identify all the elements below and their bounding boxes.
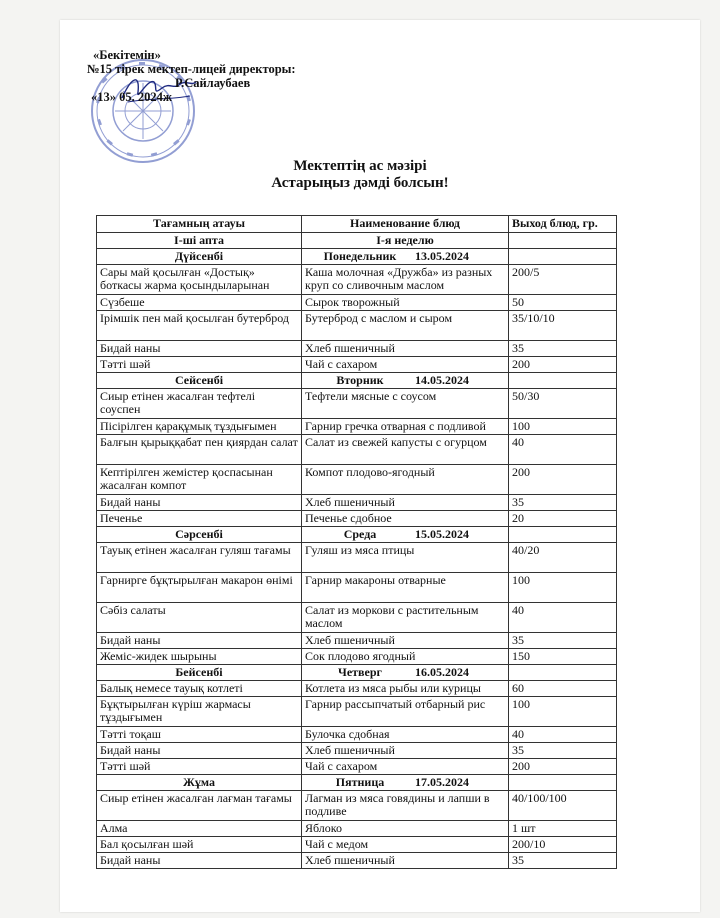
- day-empty: [509, 527, 617, 543]
- approval-director-name: Р.Сайлаубаев: [175, 76, 251, 90]
- dish-name-ru: Бутерброд с маслом и сыром: [302, 311, 509, 341]
- day-row: [97, 373, 617, 389]
- dish-name-kz: Кептірілген жемістер қоспасынан жасалған компот: [97, 465, 302, 495]
- dish-output: 35: [509, 743, 617, 759]
- header-kz: Тағамның атауы: [97, 216, 302, 233]
- dish-name-ru: Гарнир макароны отварные: [302, 573, 509, 603]
- day-name-kz: Сәрсенбі: [97, 527, 302, 543]
- dish-name-ru: Хлеб пшеничный: [302, 495, 509, 511]
- menu-item-row: [97, 495, 617, 511]
- dish-output: 100: [509, 573, 617, 603]
- dish-name-ru: Гарнир гречка отварная с подливой: [302, 419, 509, 435]
- menu-item-row: [97, 791, 617, 821]
- menu-item-row: [97, 649, 617, 665]
- day-cell-ru: [302, 665, 509, 681]
- dish-output: 150: [509, 649, 617, 665]
- header-ru: Наименование блюд: [302, 216, 509, 233]
- dish-name-ru: Хлеб пшеничный: [302, 743, 509, 759]
- day-row: [97, 249, 617, 265]
- dish-output: 35: [509, 853, 617, 869]
- dish-name-ru: Яблоко: [302, 821, 509, 837]
- dish-name-ru: Компот плодово-ягодный: [302, 465, 509, 495]
- menu-item-row: [97, 743, 617, 759]
- day-date: 13.05.2024: [415, 249, 469, 263]
- day-date: 15.05.2024: [415, 527, 469, 541]
- dish-name-ru: Гарнир рассыпчатый отбарный рис: [302, 697, 509, 727]
- day-empty: [509, 249, 617, 265]
- week-ru: І-я неделю: [302, 233, 509, 249]
- dish-name-ru: Хлеб пшеничный: [302, 853, 509, 869]
- dish-name-kz: Тауық етінен жасалған гуляш тағамы: [97, 543, 302, 573]
- dish-name-kz: Тәтті шәй: [97, 357, 302, 373]
- day-date: 16.05.2024: [415, 665, 469, 679]
- day-name-ru: Среда: [343, 527, 377, 541]
- menu-item-row: [97, 853, 617, 869]
- day-empty: [509, 775, 617, 791]
- dish-name-ru: Булочка сдобная: [302, 727, 509, 743]
- dish-name-ru: Тефтели мясные с соусом: [302, 389, 509, 419]
- menu-item-row: [97, 697, 617, 727]
- dish-name-kz: Бидай наны: [97, 495, 302, 511]
- dish-output: 100: [509, 697, 617, 727]
- dish-output: 20: [509, 511, 617, 527]
- menu-table: [96, 215, 617, 869]
- dish-output: 1 шт: [509, 821, 617, 837]
- dish-name-ru: Гуляш из мяса птицы: [302, 543, 509, 573]
- day-name-ru: Понедельник: [323, 249, 397, 263]
- table-header-row: [97, 216, 617, 233]
- dish-name-ru: Каша молочная «Дружба» из разных круп со сливочным маслом: [302, 265, 509, 295]
- dish-output: 60: [509, 681, 617, 697]
- day-name-kz: Жұма: [97, 775, 302, 791]
- dish-name-ru: Сок плодово ягодный: [302, 649, 509, 665]
- dish-name-ru: Печенье сдобное: [302, 511, 509, 527]
- menu-item-row: [97, 681, 617, 697]
- menu-item-row: [97, 759, 617, 775]
- dish-output: 100: [509, 419, 617, 435]
- dish-output: 200: [509, 759, 617, 775]
- menu-item-row: [97, 265, 617, 295]
- dish-output: 40: [509, 603, 617, 633]
- menu-item-row: [97, 633, 617, 649]
- menu-item-row: [97, 727, 617, 743]
- dish-name-kz: Сары май қосылған «Достық» боткасы жарма қосындыларынан: [97, 265, 302, 295]
- day-name-ru: Четверг: [338, 665, 382, 679]
- menu-item-row: [97, 389, 617, 419]
- header-output: Выход блюд, гр.: [509, 216, 617, 233]
- dish-name-kz: Сәбіз салаты: [97, 603, 302, 633]
- approval-heading: «Бекітемін»: [93, 48, 161, 62]
- dish-name-kz: Тәтті тоқаш: [97, 727, 302, 743]
- day-name-ru: Пятница: [335, 775, 385, 789]
- menu-item-row: [97, 435, 617, 465]
- day-cell-ru: [302, 249, 509, 265]
- day-empty: [509, 665, 617, 681]
- dish-name-kz: Алма: [97, 821, 302, 837]
- dish-output: 35: [509, 633, 617, 649]
- menu-item-row: [97, 603, 617, 633]
- dish-name-kz: Печенье: [97, 511, 302, 527]
- dish-output: 50: [509, 295, 617, 311]
- dish-name-ru: Сырок творожный: [302, 295, 509, 311]
- dish-name-kz: Тәтті шәй: [97, 759, 302, 775]
- menu-item-row: [97, 295, 617, 311]
- day-cell-ru: [302, 775, 509, 791]
- menu-titles: [0, 158, 720, 192]
- dish-output: 35: [509, 495, 617, 511]
- dish-name-kz: Бал қосылған шәй: [97, 837, 302, 853]
- day-name-kz: Сейсенбі: [97, 373, 302, 389]
- dish-output: 40: [509, 727, 617, 743]
- dish-name-kz: Бұқтырылған күріш жармасы тұздығымен: [97, 697, 302, 727]
- dish-output: 40: [509, 435, 617, 465]
- dish-name-ru: Чай с медом: [302, 837, 509, 853]
- dish-name-kz: Пісірілген қарақұмық тұздығымен: [97, 419, 302, 435]
- day-name-kz: Дүйсенбі: [97, 249, 302, 265]
- dish-name-kz: Сиыр етінен жасалған лағман тағамы: [97, 791, 302, 821]
- dish-output: 200: [509, 357, 617, 373]
- dish-name-kz: Сүзбеше: [97, 295, 302, 311]
- menu-item-row: [97, 837, 617, 853]
- week-row: [97, 233, 617, 249]
- day-row: [97, 665, 617, 681]
- dish-output: 200/5: [509, 265, 617, 295]
- menu-item-row: [97, 465, 617, 495]
- day-date: 17.05.2024: [415, 775, 469, 789]
- dish-name-ru: Лагман из мяса говядины и лапши в подливе: [302, 791, 509, 821]
- dish-name-ru: Чай с сахаром: [302, 759, 509, 775]
- menu-title: Мектептің ас мәзірі: [293, 158, 427, 174]
- day-empty: [509, 373, 617, 389]
- approval-director-title: №15 тірек мектеп-лицей директоры:: [87, 62, 296, 76]
- day-cell-ru: [302, 373, 509, 389]
- menu-item-row: [97, 543, 617, 573]
- menu-item-row: [97, 821, 617, 837]
- dish-name-ru: Салат из моркови с растительным маслом: [302, 603, 509, 633]
- dish-name-kz: Гарнирге бұқтырылған макарон өнімі: [97, 573, 302, 603]
- menu-item-row: [97, 357, 617, 373]
- menu-subtitle: Астарыңыз дәмді болсын!: [271, 175, 449, 191]
- day-cell-ru: [302, 527, 509, 543]
- dish-name-kz: Балық немесе тауық котлеті: [97, 681, 302, 697]
- dish-name-ru: Котлета из мяса рыбы или курицы: [302, 681, 509, 697]
- dish-name-kz: Бидай наны: [97, 341, 302, 357]
- dish-output: 40/20: [509, 543, 617, 573]
- dish-name-ru: Салат из свежей капусты с огурцом: [302, 435, 509, 465]
- dish-output: 40/100/100: [509, 791, 617, 821]
- dish-name-kz: Сиыр етінен жасалған тефтелі соуспен: [97, 389, 302, 419]
- dish-name-ru: Хлеб пшеничный: [302, 341, 509, 357]
- menu-item-row: [97, 419, 617, 435]
- approval-block: [87, 48, 296, 104]
- dish-output: 35: [509, 341, 617, 357]
- dish-name-kz: Бидай наны: [97, 743, 302, 759]
- menu-item-row: [97, 511, 617, 527]
- day-name-ru: Вторник: [336, 373, 384, 387]
- dish-name-ru: Хлеб пшеничный: [302, 633, 509, 649]
- day-date: 14.05.2024: [415, 373, 469, 387]
- week-kz: І-ші апта: [97, 233, 302, 249]
- menu-item-row: [97, 573, 617, 603]
- dish-output: 50/30: [509, 389, 617, 419]
- dish-name-kz: Жеміс-жидек шырыны: [97, 649, 302, 665]
- dish-name-ru: Чай с сахаром: [302, 357, 509, 373]
- day-row: [97, 775, 617, 791]
- dish-output: 200: [509, 465, 617, 495]
- dish-name-kz: Бидай наны: [97, 633, 302, 649]
- menu-item-row: [97, 311, 617, 341]
- dish-output: 200/10: [509, 837, 617, 853]
- week-empty: [509, 233, 617, 249]
- day-row: [97, 527, 617, 543]
- approval-date: «13» 05. 2024ж: [91, 90, 172, 104]
- dish-name-kz: Ірімшік пен май қосылған бутерброд: [97, 311, 302, 341]
- day-name-kz: Бейсенбі: [97, 665, 302, 681]
- dish-output: 35/10/10: [509, 311, 617, 341]
- menu-item-row: [97, 341, 617, 357]
- dish-name-kz: Бидай наны: [97, 853, 302, 869]
- dish-name-kz: Балғын қырыққабат пен қиярдан салат: [97, 435, 302, 465]
